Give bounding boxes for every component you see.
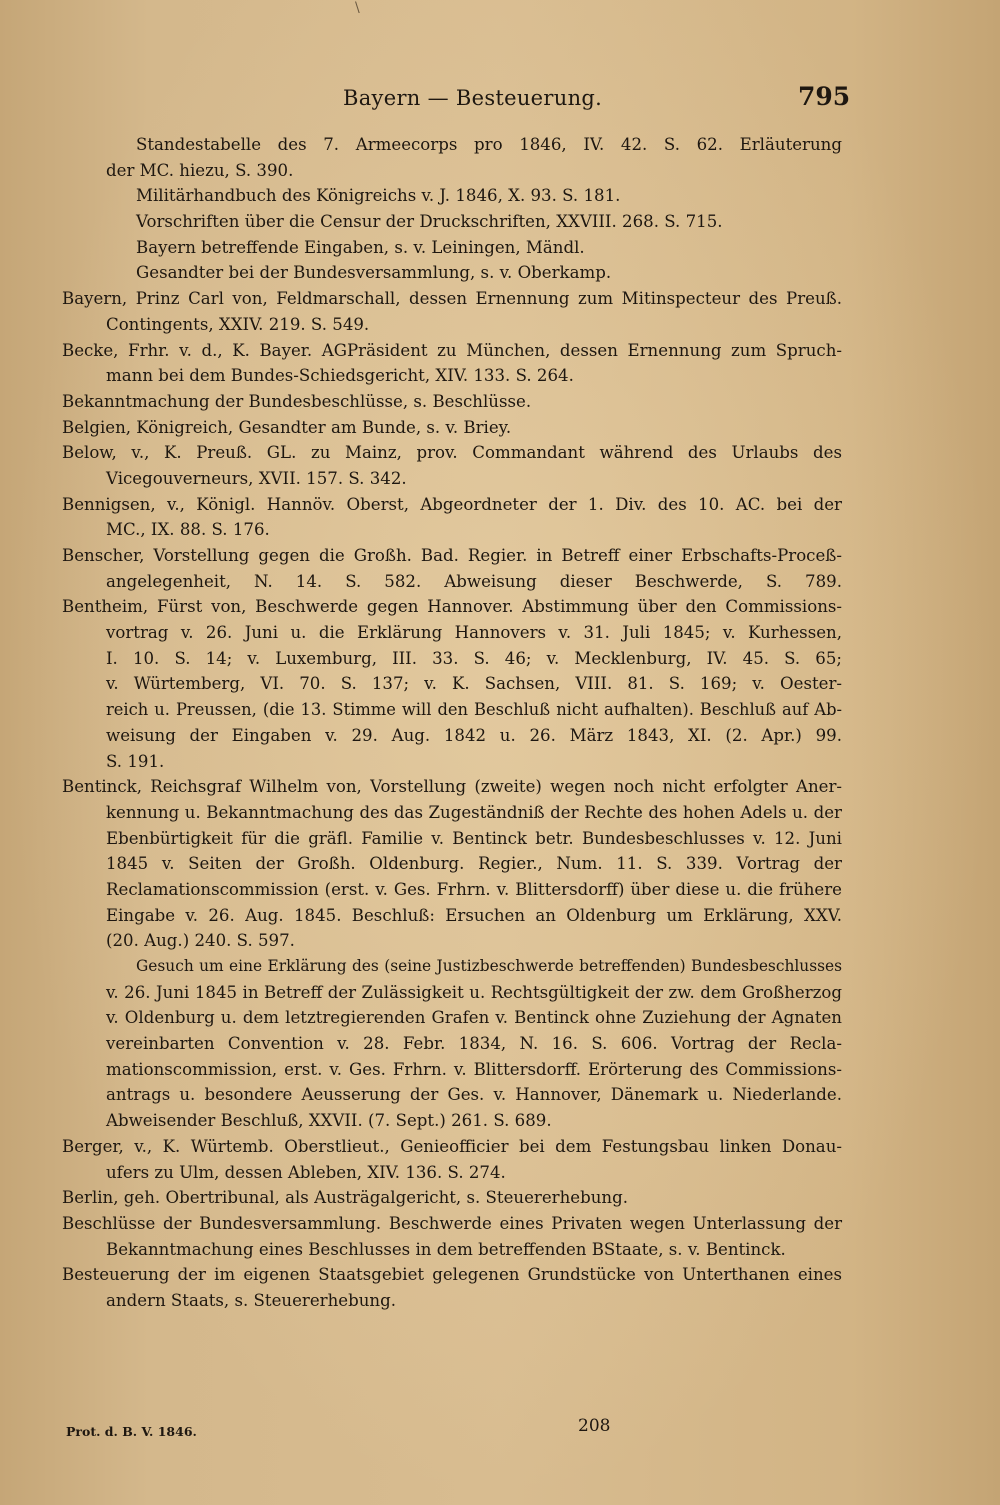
page-number: 795	[798, 82, 851, 111]
entry-line: andern Staats, s. Steuererhebung.	[106, 1290, 396, 1310]
entry-line: Berlin, geh. Obertribunal, als Austrägalgericht, s. Steuererhebung.	[62, 1188, 628, 1208]
entry-line: mationscommission, erst. v. Ges. Frhrn. v. Blittersdorff. Erörterung des Commissions-	[106, 1059, 842, 1079]
entry-line: v. Würtemberg, VI. 70. S. 137; v. K. Sachsen, VIII. 81. S. 169; v. Oester-	[106, 674, 842, 694]
page-footer	[0, 1412, 1000, 1442]
index-entry	[62, 286, 842, 337]
entry-line: Eingabe v. 26. Aug. 1845. Beschluß: Ersuchen an Oldenburg um Erklärung, XXV.	[106, 905, 842, 925]
entry-line: kennung u. Bekanntmachung des das Zugeständniß der Rechte des hohen Adels u. der	[106, 802, 842, 822]
entry-line: Becke, Frhr. v. d., K. Bayer. AGPräsident zu München, dessen Ernennung zum Spruch-	[62, 340, 842, 360]
entry-line: Bentheim, Fürst von, Beschwerde gegen Hannover. Abstimmung über den Commissions-	[62, 597, 842, 617]
entry-line: S. 191.	[106, 751, 165, 771]
index-entry	[62, 338, 842, 389]
index-entries	[62, 132, 842, 1314]
entry-line: Gesuch um eine Erklärung des (seine Justizbeschwerde betreffenden) Bundesbeschlusses	[136, 957, 842, 975]
entry-line: (20. Aug.) 240. S. 597.	[106, 931, 295, 951]
entry-line: Beschlüsse der Bundesversammlung. Beschwerde eines Privaten wegen Unterlassung der	[62, 1213, 842, 1233]
entry-line: Berger, v., K. Würtemb. Oberstlieut., Genieofficier bei dem Festungsbau linken Donau-	[62, 1136, 842, 1156]
index-entry	[62, 954, 842, 1134]
entry-line: Abweisender Beschluß, XXVII. (7. Sept.) 261. S. 689.	[106, 1111, 552, 1131]
entry-line: Ebenbürtigkeit für die gräfl. Familie v. Bentinck betr. Bundesbeschlusses v. 12. Juni	[106, 828, 842, 848]
entry-line: Bayern, Prinz Carl von, Feldmarschall, dessen Ernennung zum Mitinspecteur des Preuß.	[62, 289, 842, 309]
entry-line: angelegenheit, N. 14. S. 582. Abweisung dieser Beschwerde, S. 789.	[106, 571, 842, 591]
index-entry	[62, 389, 842, 415]
index-entry	[62, 594, 842, 774]
index-entry	[62, 492, 842, 543]
entry-line: 1845 v. Seiten der Großh. Oldenburg. Regier., Num. 11. S. 339. Vortrag der	[106, 854, 842, 874]
sheet-number: 208	[578, 1416, 611, 1436]
index-entry	[62, 415, 842, 441]
index-entry	[62, 1262, 842, 1313]
entry-line: vortrag v. 26. Juni u. die Erklärung Hannovers v. 31. Juli 1845; v. Kurhessen,	[106, 623, 842, 643]
index-entry	[62, 1185, 842, 1211]
entry-line: Bekanntmachung der Bundesbeschlüsse, s. Beschlüsse.	[62, 391, 532, 411]
entry-line: Belgien, Königreich, Gesandter am Bunde, s. v. Briey.	[62, 417, 512, 437]
entry-line: Bayern betreffende Eingaben, s. v. Leiningen, Mändl.	[136, 237, 585, 257]
entry-line: der MC. hiezu, S. 390.	[106, 160, 294, 180]
entry-line: Gesandter bei der Bundesversammlung, s. v. Oberkamp.	[136, 263, 612, 283]
entry-line: Contingents, XXIV. 219. S. 549.	[106, 314, 370, 334]
entry-line: Reclamationscommission (erst. v. Ges. Frhrn. v. Blittersdorff) über diese u. die frühere	[106, 879, 842, 899]
entry-line: v. 26. Juni 1845 in Betreff der Zulässigkeit u. Rechtsgültigkeit der zw. dem Großherzog	[106, 982, 842, 1002]
entry-line: Vorschriften über die Censur der Druckschriften, XXVIII. 268. S. 715.	[136, 212, 723, 232]
page-header	[0, 82, 1000, 120]
entry-line: vereinbarten Convention v. 28. Febr. 1834, N. 16. S. 606. Vortrag der Recla-	[106, 1034, 842, 1054]
entry-line: weisung der Eingaben v. 29. Aug. 1842 u. 26. März 1843, XI. (2. Apr.) 99.	[106, 725, 842, 745]
entry-line: Below, v., K. Preuß. GL. zu Mainz, prov. Commandant während des Urlaubs des	[62, 443, 842, 463]
entry-line: antrags u. besondere Aeusserung der Ges. v. Hannover, Dänemark u. Niederlande.	[106, 1085, 842, 1105]
entry-line: reich u. Preussen, (die 13. Stimme will den Beschluß nicht aufhalten). Beschluß auf Ab-	[106, 700, 842, 720]
entry-line: Militärhandbuch des Königreichs v. J. 1846, X. 93. S. 181.	[136, 186, 621, 206]
entry-line: Bennigsen, v., Königl. Hannöv. Oberst, Abgeordneter der 1. Div. des 10. AC. bei der	[62, 494, 842, 514]
entry-line: Bekanntmachung eines Beschlusses in dem betreffenden BStaate, s. v. Bentinck.	[106, 1239, 786, 1259]
entry-line: v. Oldenburg u. dem letztregierenden Grafen v. Bentinck ohne Zuziehung der Agnaten	[106, 1008, 842, 1028]
entry-line: Vicegouverneurs, XVII. 157. S. 342.	[106, 468, 407, 488]
entry-line: MC., IX. 88. S. 176.	[106, 520, 270, 540]
entry-line: I. 10. S. 14; v. Luxemburg, III. 33. S. 46; v. Mecklenburg, IV. 45. S. 65;	[106, 648, 842, 668]
index-entry	[62, 543, 842, 594]
index-entry	[62, 774, 842, 954]
entry-line: Benscher, Vorstellung gegen die Großh. Bad. Regier. in Betreff einer Erbschafts-Proceß-	[62, 546, 842, 565]
running-title: Bayern — Besteuerung.	[343, 86, 603, 110]
index-entry	[62, 132, 842, 286]
index-entry	[62, 440, 842, 491]
entry-line: Bentinck, Reichsgraf Wilhelm von, Vorstellung (zweite) wegen noch nicht erfolgter Aner-	[62, 777, 842, 797]
top-mark: \	[355, 0, 360, 16]
entry-line: mann bei dem Bundes-Schiedsgericht, XIV. 133. S. 264.	[106, 366, 574, 386]
signature-mark: Prot. d. B. V. 1846.	[66, 1424, 197, 1439]
entry-line: Standestabelle des 7. Armeecorps pro 1846, IV. 42. S. 62. Erläuterung	[136, 135, 842, 154]
index-entry	[62, 1211, 842, 1262]
entry-line: Besteuerung der im eigenen Staatsgebiet gelegenen Grundstücke von Unterthanen eines	[62, 1265, 842, 1285]
entry-line: ufers zu Ulm, dessen Ableben, XIV. 136. S. 274.	[106, 1162, 506, 1182]
index-entry	[62, 1134, 842, 1185]
